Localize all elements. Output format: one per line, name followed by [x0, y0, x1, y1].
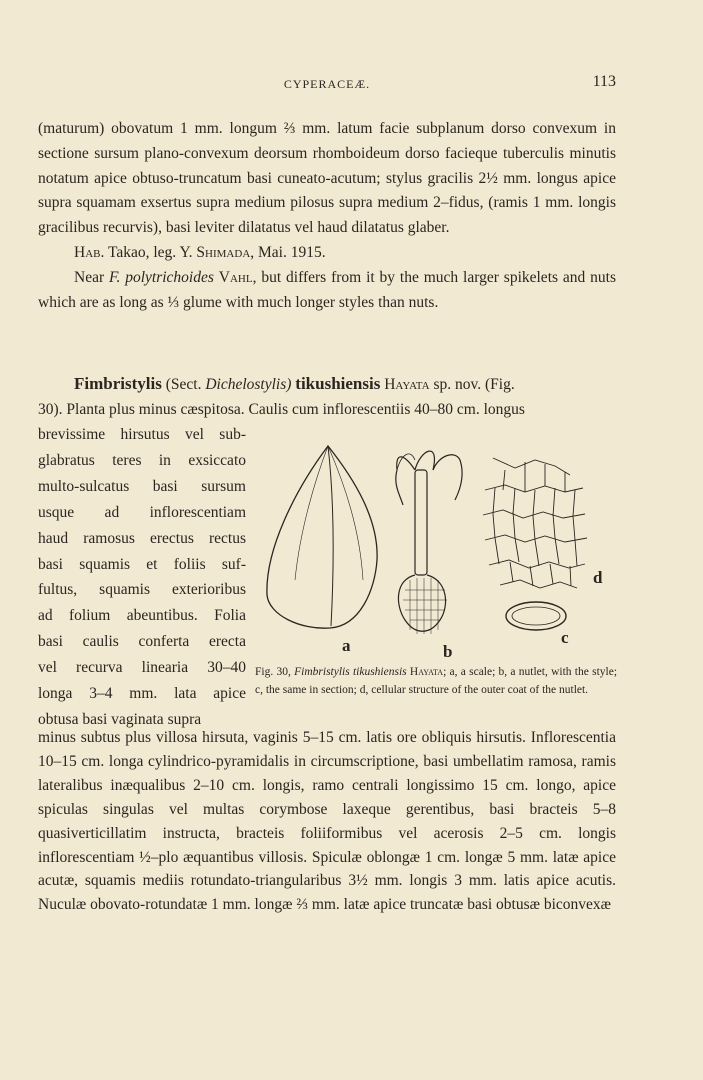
figure-letter-b: b: [443, 642, 453, 661]
text-block-bottom: [38, 726, 616, 917]
species-heading: [38, 372, 616, 423]
figure-illustration: [255, 430, 625, 660]
caption-prefix: Fig. 30,: [255, 666, 291, 678]
note-prefix: Near: [74, 268, 105, 286]
figure-caption: [255, 664, 617, 699]
description-paragraph-continued: minus subtus plus villosa hirsuta, vaginis 5–15 cm. latis ore obliquis hirsutis. Inflorescentia 10–15 cm. longa cylindrico-pyramidalis in circumscriptione, basi umbellatim ramosa, ramis lateralibus inæqualibus 2–10 cm. longis, ramo centrali longissimo 15 cm. longo, apice spiculas singulas vel multas corymbose laxeque gerentibus, basi bracteis 5–8 quasiverticillatim instructa, bracteis foliiformibus vel acerosis 2–5 cm. longis inflorescentiam ½–plo æquantibus villosis. Spiculæ oblongæ 1 cm. longæ 5 mm. latæ apice acutæ, squamis mediis rotundato-triangularibus 3½ mm. longis 3 mm. latis apice acutis. Nuculæ obovato-rotundatæ 1 mm. longæ ⅔ mm. latæ apice truncatæ basi obtusæ biconvexæ: [38, 729, 616, 914]
wrap-line: longa 3–4 mm. lata apice: [38, 685, 246, 703]
wrap-line: basi caulis conferta erecta: [38, 633, 246, 651]
habitat-text: Takao, leg. Y.: [107, 243, 193, 261]
caption-author: Hayata: [409, 666, 444, 678]
cell-structure-drawing: [483, 458, 587, 588]
species-author: Hayata: [384, 376, 430, 393]
caption-species: Fimbristylis tikushiensis: [294, 666, 407, 678]
comparison-note: [38, 266, 616, 316]
figure-letter-d: d: [593, 568, 603, 587]
habitat-label: Hab.: [74, 243, 105, 261]
genus-name: Fimbristylis: [74, 374, 162, 393]
wrap-line: basi squamis et foliis suf-: [38, 555, 246, 573]
running-head: [38, 75, 616, 95]
wrap-line: haud ramosus erectus rectus: [38, 529, 246, 547]
wrap-line: ad folium abeuntibus. Folia: [38, 607, 246, 625]
section-open: (Sect.: [165, 376, 202, 393]
wrap-line: obtusa basi vaginata supra: [38, 710, 202, 728]
nutlet-drawing: [396, 451, 462, 634]
wrap-line: fultus, squamis exterioribus: [38, 581, 246, 599]
section-drawing: [506, 602, 566, 630]
species-status: sp. nov. (Fig.: [433, 376, 515, 393]
wrap-line: vel recurva linearia 30–40: [38, 659, 246, 677]
species-heading-line-2: 30). Planta plus minus cæspitosa. Caulis cum inflorescentiis 40–80 cm. longus: [38, 400, 525, 418]
wrap-line: brevissime hirsutus vel sub-: [38, 426, 246, 443]
scale-drawing: [267, 446, 377, 628]
wrapped-text-column: [38, 422, 246, 733]
habitat-date: Mai. 1915.: [258, 243, 326, 261]
habitat-collector: Shimada,: [196, 243, 255, 261]
wrap-line: multo-sulcatus basi sursum: [38, 477, 246, 495]
species-heading-line: [38, 372, 616, 398]
note-text: but differs from it by the much larger spikelets and nuts which are as long as ⅓ glume with much longer styles than nuts.: [38, 268, 616, 311]
species-epithet: tikushiensis: [295, 374, 381, 393]
habitat-line: [38, 241, 616, 266]
note-author: Vahl,: [218, 268, 257, 286]
note-species: F. polytrichoides: [109, 268, 214, 286]
section-name: Dichelostylis): [205, 376, 292, 393]
caption-text: ; a, a scale; b, a nutlet, with the style; c, the same in section; d, cellular structure of the outer coat of the nutlet.: [255, 666, 618, 696]
figure-letter-a: a: [342, 636, 351, 655]
wrap-line: glabratus teres in exsiccato: [38, 451, 246, 469]
figure-letter-c: c: [561, 628, 569, 647]
page-number: 113: [592, 73, 616, 90]
text-block-top: [38, 117, 616, 315]
wrap-line: usque ad inflorescentiam: [38, 503, 246, 521]
running-head-title: CYPERACEÆ.: [283, 77, 371, 91]
description-paragraph: (maturum) obovatum 1 mm. longum ⅔ mm. latum facie subplanum dorso convexum in sectione sursum plano-convexum deorsum rhomboideum dorso facieque tuberculis minutis notatum apice obtuso-truncatum basi cuneato-acutum; stylus gracilis 2½ mm. longus apice supra squamam exsertus supra medium pilosus supra medium 2–fidus, (ramis 1 mm. longis gracilibus recurvis), basi leviter dilatatus vel haud dilatatus glaber.: [38, 120, 616, 237]
